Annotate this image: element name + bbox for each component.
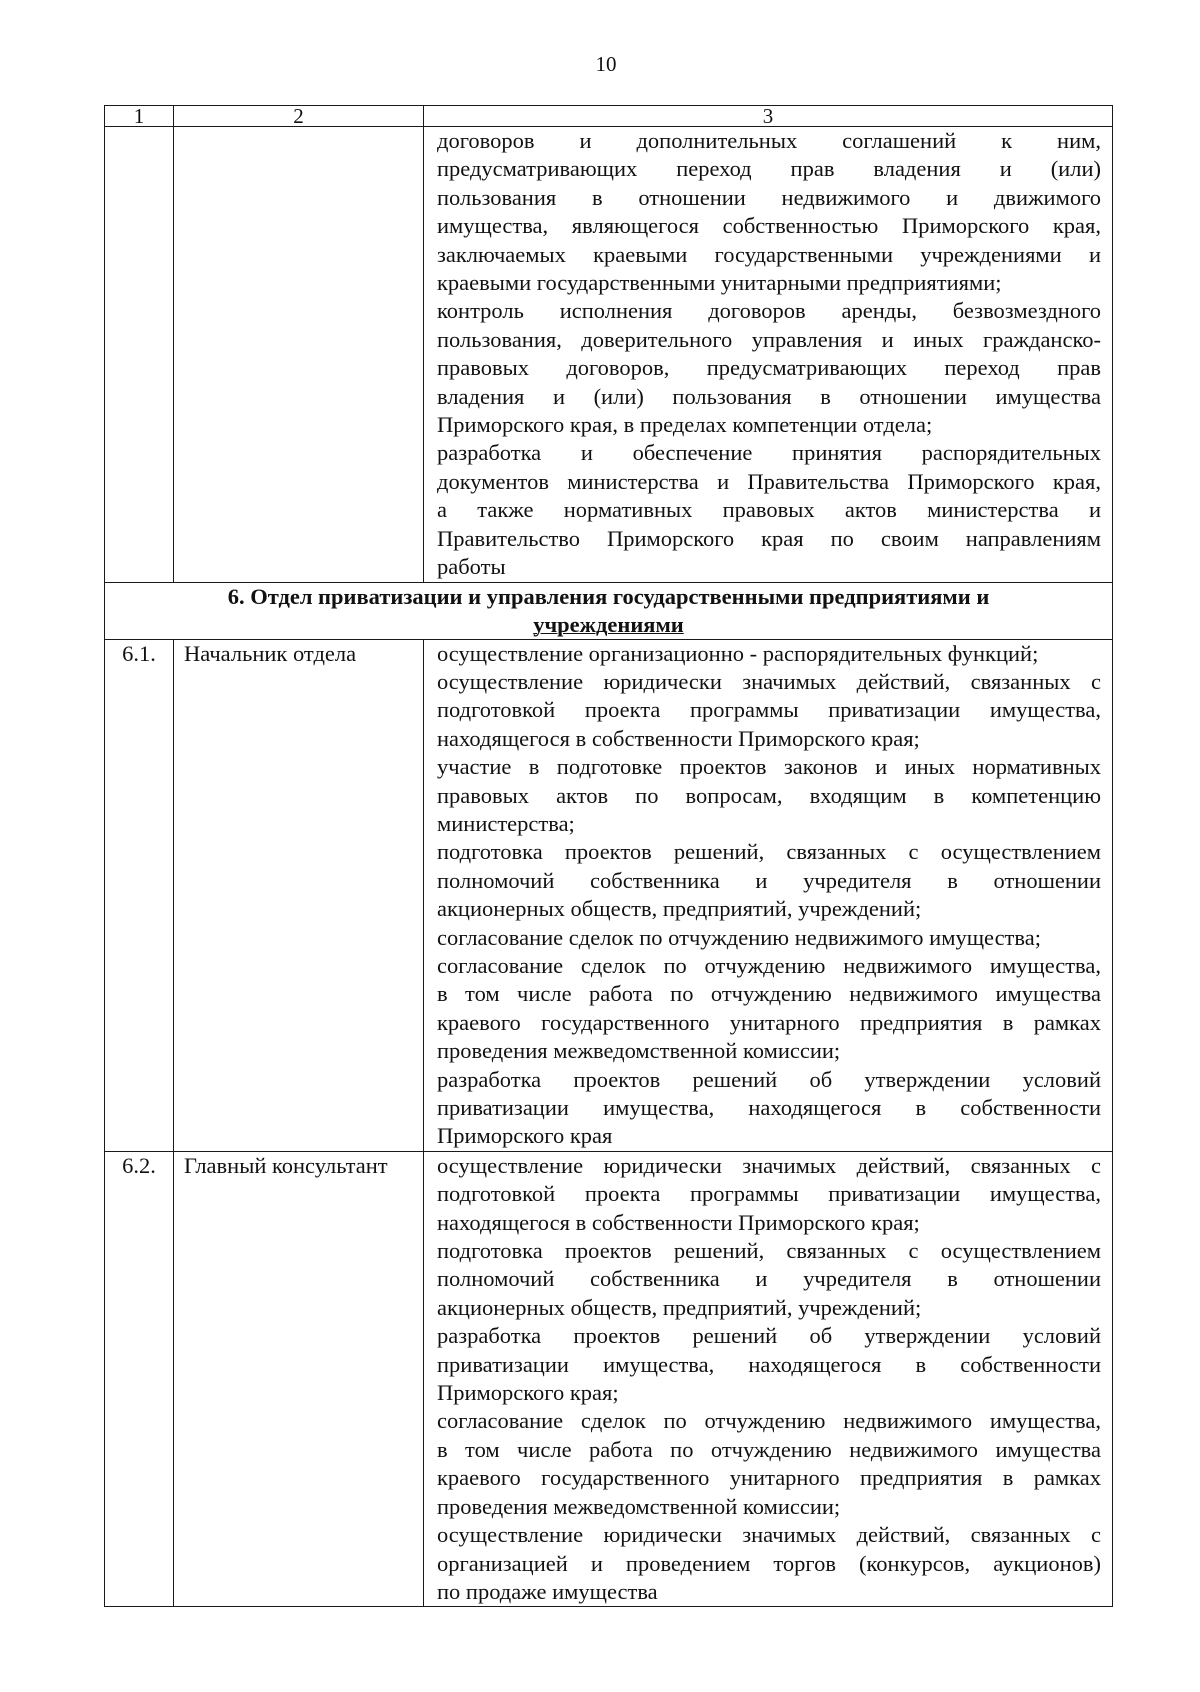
text-line: подготовка проектов решений, связанных с осуществлением	[437, 839, 1101, 865]
text-line: в том числе работа по отчуждению недвижимого имущества	[437, 981, 1101, 1007]
text-line: осуществление юридически значимых действий, связанных с	[437, 1522, 1101, 1548]
text-line: разработка проектов решений об утверждении условий	[437, 1066, 1101, 1092]
text-line: контроль исполнения договоров аренды, безвозмездного	[437, 298, 1101, 324]
text-line: согласование сделок по отчуждению недвижимого имущества;	[437, 924, 1041, 950]
section-heading-row	[105, 582, 1113, 639]
text-line: полномочий собственника и учредителя в отношении	[437, 1266, 1101, 1292]
text-line: а также нормативных правовых актов министерства и	[437, 497, 1101, 523]
table-header-row	[105, 106, 1113, 127]
text-line: пользования, доверительного управления и иных гражданско-	[437, 326, 1101, 352]
duties-table	[104, 105, 1113, 1607]
row-number: 6.2.	[105, 1151, 174, 1607]
header-col-3: 3	[424, 106, 1113, 127]
text-line: осуществление организационно - распорядительных функций;	[437, 640, 1039, 666]
text-line: правовых актов по вопросам, входящим в компетенцию	[437, 782, 1101, 808]
text-line: Правительство Приморского края по своим направлениям	[437, 525, 1101, 551]
text-line: полномочий собственника и учредителя в отношении	[437, 867, 1101, 893]
section-title-line-2: учреждениями	[533, 611, 684, 637]
text-line: проведения межведомственной комиссии;	[437, 1038, 841, 1064]
text-line: краевыми государственными унитарными предприятиями;	[437, 270, 1002, 296]
row-duties	[424, 639, 1113, 1151]
text-line: организацией и проведением торгов (конкурсов, аукционов)	[437, 1550, 1101, 1576]
text-line: краевого государственного унитарного предприятия в рамках	[437, 1465, 1101, 1491]
row-number: 6.1.	[105, 639, 174, 1151]
text-line: приватизации имущества, находящегося в собственности	[437, 1095, 1101, 1120]
header-col-1: 1	[105, 106, 174, 127]
text-line: договоров и дополнительных соглашений к ним,	[437, 128, 1101, 153]
text-line: имущества, являющегося собственностью Приморского края,	[437, 213, 1101, 239]
row-duties	[424, 1151, 1113, 1607]
text-line: по продаже имущества	[437, 1578, 658, 1604]
page-number: 10	[595, 52, 617, 76]
text-line: заключаемых краевыми государственными учреждениями и	[437, 241, 1101, 267]
text-line: краевого государственного унитарного предприятия в рамках	[437, 1009, 1101, 1035]
text-line: осуществление юридически значимых действий, связанных с	[437, 1152, 1101, 1178]
text-line: работы	[437, 554, 506, 580]
continuation-text-cell	[424, 127, 1113, 583]
text-line: проведения межведомственной комиссии;	[437, 1493, 841, 1519]
text-line: осуществление юридически значимых действий, связанных с	[437, 668, 1101, 694]
text-line: правовых договоров, предусматривающих переход прав	[437, 355, 1101, 381]
text-line: подготовка проектов решений, связанных с осуществлением	[437, 1238, 1101, 1264]
continuation-num-cell	[105, 127, 174, 583]
text-line: предусматривающих переход прав владения и (или)	[437, 156, 1101, 182]
row-position: Главный консультант	[174, 1151, 424, 1607]
text-line: владения и (или) пользования в отношении имущества	[437, 383, 1101, 409]
section-title-line-1: 6. Отдел приватизации и управления государственными предприятиями и	[227, 583, 990, 609]
text-line: Приморского края	[437, 1123, 613, 1149]
text-line: подготовкой проекта программы приватизации имущества,	[437, 1181, 1101, 1207]
continuation-position-cell	[174, 127, 424, 583]
text-line: находящегося в собственности Приморского края;	[437, 1209, 920, 1235]
text-line: разработка и обеспечение принятия распорядительных	[437, 440, 1101, 466]
text-line: Приморского края, в пределах компетенции отдела;	[437, 412, 933, 438]
text-line: в том числе работа по отчуждению недвижимого имущества	[437, 1436, 1101, 1462]
text-line: пользования в отношении недвижимого и движимого	[437, 184, 1101, 210]
section-heading	[105, 582, 1113, 639]
continuation-row	[105, 127, 1113, 583]
header-col-2: 2	[174, 106, 424, 127]
row-position: Начальник отдела	[174, 639, 424, 1151]
text-line: разработка проектов решений об утверждении условий	[437, 1323, 1101, 1349]
text-line: министерства;	[437, 810, 575, 836]
text-line: согласование сделок по отчуждению недвижимого имущества,	[437, 1408, 1101, 1434]
table-row	[105, 639, 1113, 1151]
text-line: документов министерства и Правительства Приморского края,	[437, 468, 1101, 494]
table-row	[105, 1151, 1113, 1607]
text-line: приватизации имущества, находящегося в собственности	[437, 1351, 1101, 1377]
text-line: акционерных обществ, предприятий, учреждений;	[437, 896, 922, 922]
text-line: согласование сделок по отчуждению недвижимого имущества,	[437, 952, 1101, 978]
text-line: подготовкой проекта программы приватизации имущества,	[437, 697, 1101, 723]
text-line: Приморского края;	[437, 1380, 619, 1406]
text-line: находящегося в собственности Приморского края;	[437, 725, 920, 751]
text-line: участие в подготовке проектов законов и иных нормативных	[437, 754, 1101, 780]
text-line: акционерных обществ, предприятий, учреждений;	[437, 1294, 922, 1320]
